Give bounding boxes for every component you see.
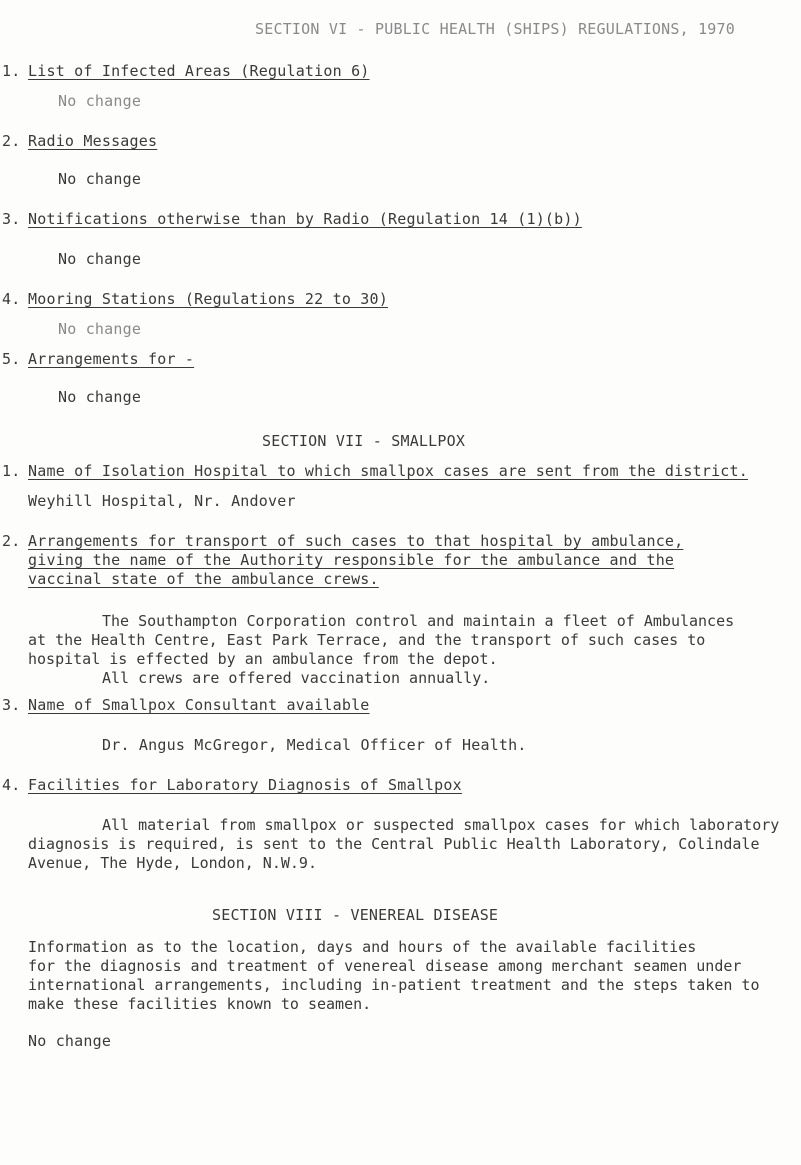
paragraph-line: make these facilities known to seamen. <box>28 995 372 1013</box>
paragraph-line: All material from smallpox or suspected smallpox cases for which laboratory <box>102 816 780 834</box>
paragraph-line: The Southampton Corporation control and maintain a fleet of Ambulances <box>102 612 735 630</box>
item-title-line: giving the name of the Authority responsible for the ambulance and the <box>28 551 675 569</box>
paragraph-line: at the Health Centre, East Park Terrace, and the transport of such cases to <box>28 631 706 649</box>
item-title-line: Arrangements for transport of such cases to that hospital by ambulance, <box>28 532 684 550</box>
item-number: 4. <box>2 776 21 794</box>
item-title: Radio Messages <box>28 132 158 150</box>
item-number: 2. <box>2 132 21 150</box>
item-status: No change <box>58 92 142 110</box>
paragraph-line: Avenue, The Hyde, London, N.W.9. <box>28 854 317 872</box>
item-status: No change <box>58 170 142 188</box>
item-title: List of Infected Areas (Regulation 6) <box>28 62 370 80</box>
item-number: 1. <box>2 462 21 480</box>
hospital-name: Weyhill Hospital, Nr. Andover <box>28 492 296 510</box>
paragraph-line: hospital is effected by an ambulance from the depot. <box>28 650 498 668</box>
item-status: No change <box>28 1032 112 1050</box>
item-status: No change <box>58 320 142 338</box>
item-title: Mooring Stations (Regulations 22 to 30) <box>28 290 388 308</box>
item-status: No change <box>58 250 142 268</box>
item-number: 4. <box>2 290 21 308</box>
item-number: 3. <box>2 210 21 228</box>
item-title: Facilities for Laboratory Diagnosis of Smallpox <box>28 776 462 794</box>
section-7-heading: SECTION VII - SMALLPOX <box>262 432 466 450</box>
paragraph-line: international arrangements, including in-patient treatment and the steps taken to <box>28 976 760 994</box>
consultant-name: Dr. Angus McGregor, Medical Officer of Health. <box>102 736 527 754</box>
item-title: Name of Isolation Hospital to which smallpox cases are sent from the district. <box>28 462 748 480</box>
paragraph-line: All crews are offered vaccination annually. <box>102 669 491 687</box>
item-status: No change <box>58 388 142 406</box>
item-number: 5. <box>2 350 21 368</box>
item-number: 3. <box>2 696 21 714</box>
item-number: 1. <box>2 62 21 80</box>
paragraph-line: for the diagnosis and treatment of venereal disease among merchant seamen under <box>28 957 742 975</box>
item-title-line: vaccinal state of the ambulance crews. <box>28 570 379 588</box>
item-title: Arrangements for - <box>28 350 195 368</box>
item-title: Name of Smallpox Consultant available <box>28 696 370 714</box>
paragraph-line: diagnosis is required, is sent to the Central Public Health Laboratory, Colindale <box>28 835 760 853</box>
section-6-heading: SECTION VI - PUBLIC HEALTH (SHIPS) REGULATIONS, 1970 <box>255 20 735 38</box>
paragraph-line: Information as to the location, days and hours of the available facilities <box>28 938 697 956</box>
section-8-heading: SECTION VIII - VENEREAL DISEASE <box>212 906 499 924</box>
item-number: 2. <box>2 532 21 550</box>
item-title: Notifications otherwise than by Radio (Regulation 14 (1)(b)) <box>28 210 582 228</box>
